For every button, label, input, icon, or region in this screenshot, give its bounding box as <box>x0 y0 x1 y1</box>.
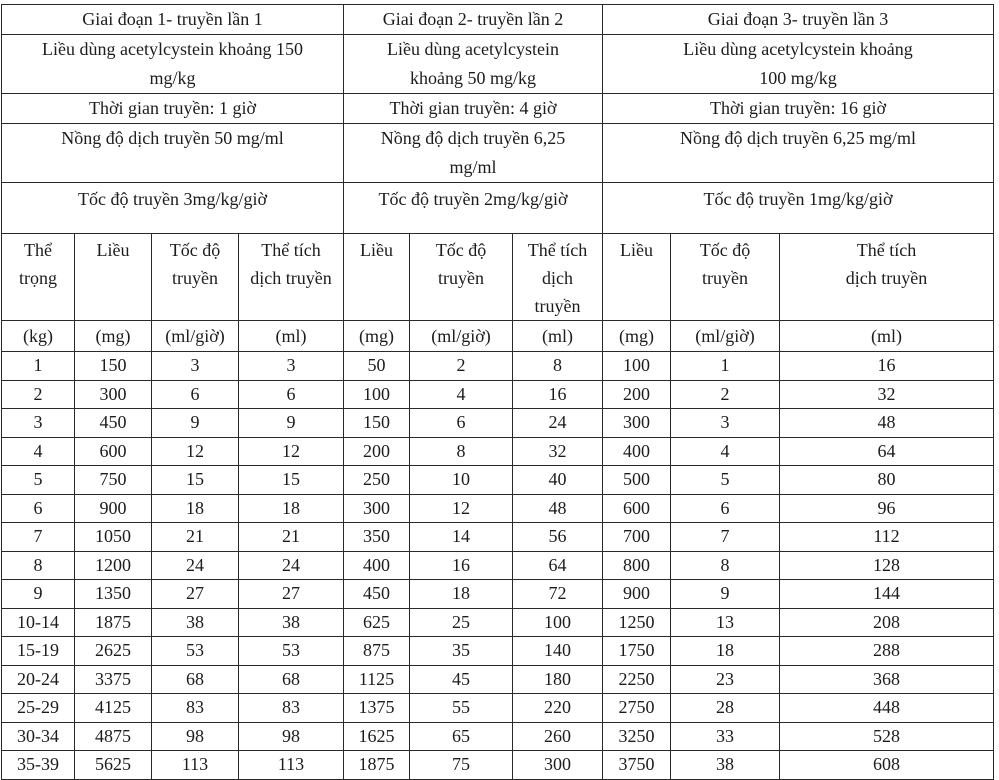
table-cell: 68 <box>152 665 239 694</box>
table-row <box>2 466 994 495</box>
table-cell: 4 <box>671 437 780 466</box>
col-header-stage-1-rate-line2: truyền <box>172 268 218 288</box>
table-cell: 100 <box>344 380 410 409</box>
table-cell: 25-29 <box>2 694 75 723</box>
table-cell: 144 <box>780 580 994 609</box>
table-cell: 6 <box>239 380 344 409</box>
table-cell: 3750 <box>603 751 671 780</box>
table-cell: 3 <box>671 409 780 438</box>
table-cell: 24 <box>239 551 344 580</box>
table-cell: 4875 <box>75 722 152 751</box>
table-cell: 9 <box>2 580 75 609</box>
stage-2-dose-line1: Liều dùng acetylcystein <box>387 39 559 59</box>
table-cell: 300 <box>603 409 671 438</box>
table-row <box>2 494 994 523</box>
stage-3-concentration <box>603 124 994 183</box>
table-cell: 900 <box>75 494 152 523</box>
stage-2-title: Giai đoạn 2- truyền lần 2 <box>344 5 603 35</box>
table-cell: 13 <box>671 608 780 637</box>
table-cell: 24 <box>152 551 239 580</box>
table-cell: 28 <box>671 694 780 723</box>
table-cell: 2750 <box>603 694 671 723</box>
table-row <box>2 608 994 637</box>
stage-3-concentration-line1: Nồng độ dịch truyền 6,25 mg/ml <box>680 128 916 148</box>
table-cell: 528 <box>780 722 994 751</box>
col-header-stage-2-volume-line1: Thể tích <box>527 240 588 260</box>
table-cell: 2 <box>410 352 513 381</box>
table-row <box>2 665 994 694</box>
table-cell: 38 <box>671 751 780 780</box>
table-cell: 180 <box>513 665 603 694</box>
table-cell: 4 <box>2 437 75 466</box>
table-cell: 35-39 <box>2 751 75 780</box>
col-header-stage-2-rate-line2: truyền <box>438 268 484 288</box>
stage-1-concentration-line1: Nồng độ dịch truyền 50 mg/ml <box>61 128 284 148</box>
table-cell: 1 <box>671 352 780 381</box>
unit-cell: (ml) <box>513 321 603 352</box>
table-cell: 220 <box>513 694 603 723</box>
stage-2-dose-line2: khoảng 50 mg/kg <box>410 68 537 88</box>
table-cell: 600 <box>603 494 671 523</box>
table-cell: 98 <box>239 722 344 751</box>
table-cell: 875 <box>344 637 410 666</box>
table-cell: 8 <box>410 437 513 466</box>
table-cell: 16 <box>780 352 994 381</box>
table-row <box>2 551 994 580</box>
table-cell: 500 <box>603 466 671 495</box>
table-cell: 6 <box>152 380 239 409</box>
unit-cell: (mg) <box>344 321 410 352</box>
table-cell: 8 <box>2 551 75 580</box>
table-cell: 50 <box>344 352 410 381</box>
table-row <box>2 722 994 751</box>
table-cell: 27 <box>239 580 344 609</box>
table-cell: 23 <box>671 665 780 694</box>
table-cell: 1250 <box>603 608 671 637</box>
col-header-stage-2-volume-line2: dịch <box>542 268 574 288</box>
table-cell: 12 <box>410 494 513 523</box>
col-header-stage-1-dose <box>75 234 152 321</box>
stage-2-concentration <box>344 124 603 183</box>
table-cell: 27 <box>152 580 239 609</box>
unit-cell: (mg) <box>75 321 152 352</box>
table-cell: 30-34 <box>2 722 75 751</box>
table-cell: 4 <box>410 380 513 409</box>
table-cell: 1375 <box>344 694 410 723</box>
table-cell: 150 <box>344 409 410 438</box>
table-row <box>2 580 994 609</box>
col-header-stage-1-rate-line1: Tốc độ <box>169 240 221 260</box>
table-cell: 7 <box>2 523 75 552</box>
col-header-stage-3-volume-line2: dịch truyền <box>845 268 928 288</box>
table-cell: 113 <box>239 751 344 780</box>
col-header-stage-2-volume <box>513 234 603 321</box>
table-cell: 32 <box>780 380 994 409</box>
table-cell: 53 <box>152 637 239 666</box>
table-cell: 15-19 <box>2 637 75 666</box>
table-cell: 9 <box>239 409 344 438</box>
table-cell: 14 <box>410 523 513 552</box>
table-cell: 15 <box>152 466 239 495</box>
table-cell: 65 <box>410 722 513 751</box>
stage-2-concentration-line2: mg/ml <box>449 157 497 177</box>
unit-cell: (ml/giờ) <box>410 321 513 352</box>
col-header-weight-line2: trọng <box>19 268 57 288</box>
unit-cell: (kg) <box>2 321 75 352</box>
col-header-stage-3-rate <box>671 234 780 321</box>
table-cell: 6 <box>410 409 513 438</box>
acetylcysteine-dosing-table <box>1 4 994 780</box>
table-cell: 200 <box>603 380 671 409</box>
col-header-stage-2-rate <box>410 234 513 321</box>
unit-cell: (mg) <box>603 321 671 352</box>
table-cell: 1875 <box>75 608 152 637</box>
table-cell: 608 <box>780 751 994 780</box>
table-cell: 700 <box>603 523 671 552</box>
table-row <box>2 751 994 780</box>
col-header-stage-2-volume-line3: truyền <box>534 296 581 316</box>
table-cell: 150 <box>75 352 152 381</box>
table-cell: 3 <box>2 409 75 438</box>
table-cell: 5625 <box>75 751 152 780</box>
table-cell: 24 <box>513 409 603 438</box>
table-cell: 48 <box>513 494 603 523</box>
table-cell: 7 <box>671 523 780 552</box>
table-cell: 5 <box>671 466 780 495</box>
stage-1-dose <box>2 35 344 94</box>
table-cell: 3250 <box>603 722 671 751</box>
table-cell: 64 <box>513 551 603 580</box>
table-row <box>2 380 994 409</box>
col-header-stage-3-dose <box>603 234 671 321</box>
stage-1-dose-line1: Liều dùng acetylcystein khoảng 150 <box>42 39 303 59</box>
table-cell: 15 <box>239 466 344 495</box>
table-cell: 2 <box>671 380 780 409</box>
col-header-weight <box>2 234 75 321</box>
col-header-stage-1-volume <box>239 234 344 321</box>
table-cell: 100 <box>603 352 671 381</box>
col-header-stage-1-volume-line2: dịch truyền <box>250 268 332 288</box>
table-cell: 2250 <box>603 665 671 694</box>
stage-3-rate: Tốc độ truyền 1mg/kg/giờ <box>603 183 994 234</box>
table-row <box>2 637 994 666</box>
table-cell: 2625 <box>75 637 152 666</box>
table-cell: 12 <box>239 437 344 466</box>
table-cell: 68 <box>239 665 344 694</box>
table-cell: 450 <box>75 409 152 438</box>
table-cell: 113 <box>152 751 239 780</box>
stage-2-dose <box>344 35 603 94</box>
stage-3-dose-line1: Liều dùng acetylcystein khoảng <box>683 39 913 59</box>
table-cell: 1625 <box>344 722 410 751</box>
table-row <box>2 523 994 552</box>
col-header-stage-2-dose <box>344 234 410 321</box>
col-header-stage-1-rate <box>152 234 239 321</box>
table-cell: 4125 <box>75 694 152 723</box>
table-cell: 83 <box>152 694 239 723</box>
table-cell: 1 <box>2 352 75 381</box>
table-cell: 288 <box>780 637 994 666</box>
col-header-stage-3-volume <box>780 234 994 321</box>
table-cell: 5 <box>2 466 75 495</box>
table-cell: 6 <box>671 494 780 523</box>
col-header-stage-1-dose-line1: Liều <box>96 240 130 260</box>
table-cell: 112 <box>780 523 994 552</box>
unit-cell: (ml) <box>780 321 994 352</box>
col-header-stage-1-volume-line1: Thể tích <box>261 240 321 260</box>
col-header-stage-3-dose-line1: Liều <box>620 240 654 260</box>
table-cell: 21 <box>152 523 239 552</box>
col-header-stage-2-rate-line1: Tốc độ <box>435 240 487 260</box>
table-cell: 33 <box>671 722 780 751</box>
table-cell: 48 <box>780 409 994 438</box>
table-cell: 16 <box>410 551 513 580</box>
table-row <box>2 694 994 723</box>
stage-2-time: Thời gian truyền: 4 giờ <box>344 94 603 124</box>
table-row <box>2 409 994 438</box>
table-cell: 18 <box>152 494 239 523</box>
table-cell: 16 <box>513 380 603 409</box>
table-cell: 800 <box>603 551 671 580</box>
table-row <box>2 352 994 381</box>
table-cell: 98 <box>152 722 239 751</box>
table-cell: 900 <box>603 580 671 609</box>
table-row <box>2 437 994 466</box>
table-cell: 200 <box>344 437 410 466</box>
table-cell: 10-14 <box>2 608 75 637</box>
table-cell: 208 <box>780 608 994 637</box>
table-cell: 21 <box>239 523 344 552</box>
table-cell: 10 <box>410 466 513 495</box>
table-cell: 1050 <box>75 523 152 552</box>
table-cell: 300 <box>513 751 603 780</box>
table-cell: 300 <box>344 494 410 523</box>
stage-1-rate: Tốc độ truyền 3mg/kg/giờ <box>2 183 344 234</box>
table-cell: 260 <box>513 722 603 751</box>
table-cell: 400 <box>344 551 410 580</box>
table-cell: 55 <box>410 694 513 723</box>
stage-3-dose <box>603 35 994 94</box>
table-cell: 72 <box>513 580 603 609</box>
table-cell: 3 <box>152 352 239 381</box>
table-cell: 96 <box>780 494 994 523</box>
table-cell: 18 <box>239 494 344 523</box>
table-cell: 2 <box>2 380 75 409</box>
table-cell: 600 <box>75 437 152 466</box>
table-cell: 1125 <box>344 665 410 694</box>
dosing-data-rows <box>2 352 994 780</box>
table-cell: 400 <box>603 437 671 466</box>
table-cell: 9 <box>152 409 239 438</box>
stage-2-concentration-line1: Nồng độ dịch truyền 6,25 <box>380 128 566 148</box>
stage-3-title: Giai đoạn 3- truyền lần 3 <box>603 5 994 35</box>
table-cell: 12 <box>152 437 239 466</box>
stage-1-concentration <box>2 124 344 183</box>
stage-3-time: Thời gian truyền: 16 giờ <box>603 94 994 124</box>
col-header-stage-3-volume-line1: Thể tích <box>856 240 917 260</box>
table-cell: 100 <box>513 608 603 637</box>
col-header-weight-line1: Thể <box>24 240 52 260</box>
col-header-stage-3-rate-line1: Tốc độ <box>699 240 751 260</box>
table-cell: 128 <box>780 551 994 580</box>
table-cell: 80 <box>780 466 994 495</box>
table-cell: 1750 <box>603 637 671 666</box>
table-cell: 35 <box>410 637 513 666</box>
table-cell: 8 <box>671 551 780 580</box>
stage-2-rate: Tốc độ truyền 2mg/kg/giờ <box>344 183 603 234</box>
table-cell: 250 <box>344 466 410 495</box>
unit-cell: (ml/giờ) <box>671 321 780 352</box>
table-cell: 750 <box>75 466 152 495</box>
table-cell: 3375 <box>75 665 152 694</box>
table-cell: 6 <box>2 494 75 523</box>
col-header-stage-3-rate-line2: truyền <box>702 268 748 288</box>
table-cell: 1200 <box>75 551 152 580</box>
table-cell: 300 <box>75 380 152 409</box>
table-cell: 448 <box>780 694 994 723</box>
table-cell: 56 <box>513 523 603 552</box>
table-cell: 9 <box>671 580 780 609</box>
table-cell: 140 <box>513 637 603 666</box>
table-cell: 450 <box>344 580 410 609</box>
table-cell: 45 <box>410 665 513 694</box>
table-cell: 3 <box>239 352 344 381</box>
table-cell: 83 <box>239 694 344 723</box>
table-cell: 38 <box>239 608 344 637</box>
unit-cell: (ml) <box>239 321 344 352</box>
table-cell: 64 <box>780 437 994 466</box>
table-cell: 1350 <box>75 580 152 609</box>
table-cell: 18 <box>671 637 780 666</box>
table-cell: 40 <box>513 466 603 495</box>
table-cell: 8 <box>513 352 603 381</box>
unit-cell: (ml/giờ) <box>152 321 239 352</box>
stage-1-title: Giai đoạn 1- truyền lần 1 <box>2 5 344 35</box>
table-cell: 38 <box>152 608 239 637</box>
table-cell: 368 <box>780 665 994 694</box>
col-header-stage-2-dose-line1: Liều <box>360 240 394 260</box>
table-cell: 18 <box>410 580 513 609</box>
stage-3-dose-line2: 100 mg/kg <box>759 68 837 88</box>
table-cell: 53 <box>239 637 344 666</box>
table-cell: 25 <box>410 608 513 637</box>
stage-1-dose-line2: mg/kg <box>149 68 196 88</box>
table-cell: 1875 <box>344 751 410 780</box>
table-cell: 32 <box>513 437 603 466</box>
table-cell: 20-24 <box>2 665 75 694</box>
stage-1-time: Thời gian truyền: 1 giờ <box>2 94 344 124</box>
table-cell: 625 <box>344 608 410 637</box>
table-cell: 350 <box>344 523 410 552</box>
table-cell: 75 <box>410 751 513 780</box>
